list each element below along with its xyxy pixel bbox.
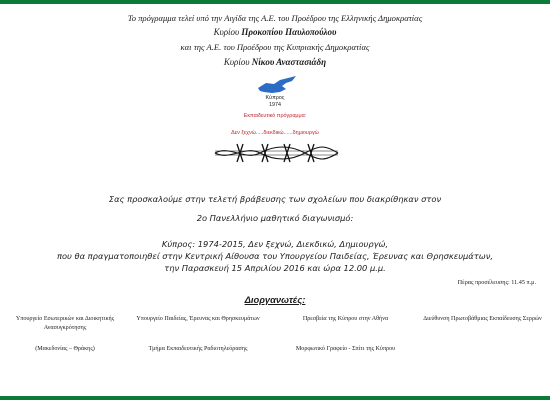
organizer-cyprus-embassy: Πρεσβεία της Κύπρου στην Αθήνα — [302, 316, 389, 322]
organizer-educational-tv: Τμήμα Εκπαιδευτικής Ραδιοτηλεόρασης — [148, 346, 248, 352]
organizer-serres-directorate: Διεύθυνση Πρωτοβάθμιας Εκπαίδευσης Σερρών — [423, 316, 542, 322]
logo-year: 1974 — [269, 102, 281, 108]
patronage-line-1: Το πρόγραμμα τελεί υπό την Αιγίδα της Α.Ε. του Προέδρου της Ελληνικής Δημοκρατίας — [127, 13, 423, 23]
barbed-wire-icon — [215, 144, 338, 162]
organizer-cyprus-house: Μορφωτικό Γραφείο - Σπίτι της Κύπρου — [295, 346, 396, 352]
logo-country: Κύπρος — [265, 95, 285, 101]
patronage-title-1: Κυρίου — [213, 27, 242, 37]
organizer-education-ministry: Υπουργείο Παιδείας, Έρευνας και Θρησκευμάτων — [136, 316, 260, 322]
invitation-date: την Παρασκευή 15 Απριλίου 2016 και ώρα 12.00 μ.μ. — [164, 263, 386, 273]
organizer-region-note: (Μακεδονίας – Θράκης) — [35, 346, 95, 352]
invitation-venue: που θα πραγματοποιηθεί στην Κεντρική Αίθουσα του Υπουργείου Παιδείας, Έρευνας και Θρησκευμάτων, — [56, 251, 493, 261]
logo-program-label: Εκπαιδευτικό πρόγραμμα: — [243, 113, 307, 119]
top-border — [0, 0, 550, 4]
patronage-line-2 — [0, 26, 550, 39]
contest-title: Κύπρος: 1974-2015, Δεν ξεχνώ, Διεκδικώ, Δημιουργώ, — [161, 239, 389, 249]
cyprus-map-icon — [258, 76, 296, 93]
invitation-line-1: Σας προσκαλούμε στην τελετή βράβευσης των σχολείων που διακρίθηκαν στον — [108, 194, 442, 204]
organizer-interior-ministry: Υπουργείο Εσωτερικών και Διοικητικής Ανασυγκρότησης — [15, 316, 115, 331]
patronage-line-4 — [0, 56, 550, 69]
patronage-line-3: και της Α.Ε. του Προέδρου της Κυπριακής Δημοκρατίας — [180, 42, 370, 52]
bottom-border — [0, 396, 550, 400]
president-cyprus-name: Νίκου Αναστασιάδη — [251, 57, 327, 67]
invitation-line-2: 2ο Πανελλήνιο μαθητικό διαγωνισμό: — [196, 213, 354, 223]
logo-slogan: Δεν ξεχνώ.....διεκδικώ......δημιουργώ — [231, 130, 319, 136]
president-greece-name: Προκοπίου Παυλοπούλου — [241, 27, 337, 37]
arrival-deadline: Πέρας προσέλευσης: 11.45 π.μ. — [457, 279, 536, 286]
organizers-title: Διοργανωτές: — [244, 294, 306, 305]
patronage-title-2: Κυρίου — [223, 57, 252, 67]
program-logo — [200, 74, 350, 174]
